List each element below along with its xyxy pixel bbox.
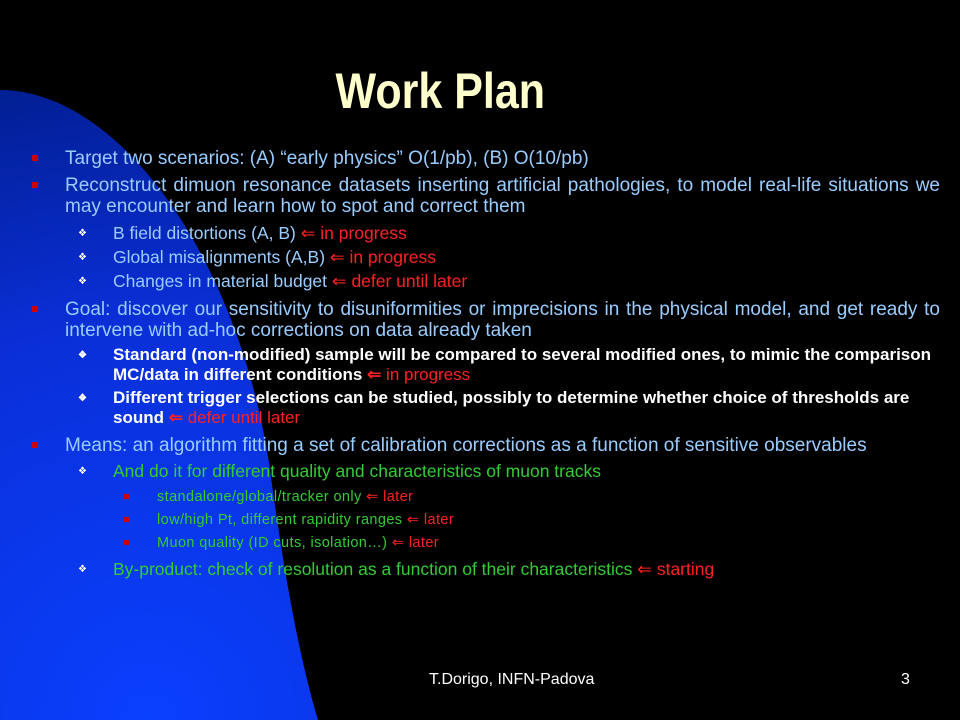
bullet-text: Target two scenarios: (A) “early physics” O(1/pb), (B) O(10/pb): [65, 148, 589, 169]
sub-sub-bullet-text: standalone/global/tracker only: [157, 489, 367, 505]
square-bullet-icon: [32, 442, 38, 448]
arrow-icon: ⇐: [331, 271, 347, 291]
bullet-text: Means: an algorithm fitting a set of calibration corrections as a function of sensitive observables: [65, 435, 867, 456]
sub-sub-bullet-text: Muon quality (ID cuts, isolation…): [157, 535, 392, 551]
small-square-bullet-icon: [124, 517, 129, 522]
bullet-target-scenarios: [30, 148, 940, 169]
arrow-icon: ⇐: [367, 365, 382, 384]
status-label: starting: [656, 559, 715, 579]
status-label: later: [383, 489, 414, 505]
small-square-bullet-icon: [124, 540, 129, 545]
bullet-reconstruct: [30, 175, 940, 217]
square-bullet-icon: [32, 155, 38, 161]
status-label: in progress: [349, 247, 437, 267]
status-label: defer until later: [187, 408, 301, 427]
small-square-bullet-icon: [124, 494, 129, 499]
diamond-bullet-icon: ❖: [78, 350, 87, 361]
arrow-icon: ⇐: [300, 223, 316, 243]
arrow-icon: ⇐: [406, 512, 420, 528]
slide-title: Work Plan: [335, 63, 546, 119]
sub-bullet-trigger: [30, 388, 940, 428]
diamond-bullet-icon: ❖: [78, 228, 87, 239]
diamond-bullet-icon: ❖: [78, 564, 87, 575]
diamond-bullet-icon: ❖: [78, 393, 87, 404]
sub-bullet-text: By-product: check of resolution as a function of their characteristics: [113, 559, 638, 579]
sub-sub-bullet-quality: [30, 534, 940, 552]
sub-sub-bullet-standalone: [30, 488, 940, 506]
sub-bullet-misalignments: [30, 247, 940, 268]
footer-page-number: 3: [901, 671, 910, 688]
slide-content: [30, 148, 940, 583]
sub-bullet-standard-sample: [30, 345, 940, 385]
status-label: in progress: [320, 223, 407, 243]
sub-bullet-material: [30, 271, 940, 292]
sub-sub-bullet-text: low/high Pt, different rapidity ranges: [157, 512, 407, 528]
status-label: later: [408, 535, 440, 551]
diamond-bullet-icon: ❖: [78, 276, 87, 287]
arrow-icon: ⇐: [329, 247, 345, 267]
footer-author: T.Dorigo, INFN-Padova: [429, 671, 595, 688]
bullet-text: Reconstruct dimuon resonance datasets inserting artificial pathologies, to model real-life situations we may encounter and learn how to spot and correct them: [65, 175, 940, 217]
square-bullet-icon: [32, 182, 38, 188]
bullet-means: [30, 435, 940, 456]
bullet-goal: [30, 299, 940, 341]
sub-bullet-text: B field distortions (A, B): [113, 223, 301, 243]
sub-bullet-muon-tracks: [30, 461, 940, 482]
sub-bullet-text: Changes in material budget: [113, 271, 332, 291]
sub-bullet-bfield: [30, 223, 940, 244]
sub-bullet-byproduct: [30, 559, 940, 580]
arrow-icon: ⇐: [637, 559, 652, 579]
bullet-text: Goal: discover our sensitivity to disuniformities or imprecisions in the physical model, and get ready to intervene with ad-hoc corrections on data already taken: [65, 299, 940, 341]
sub-sub-bullet-pt: [30, 511, 940, 529]
square-bullet-icon: [32, 306, 38, 312]
status-label: in progress: [386, 365, 471, 384]
arrow-icon: ⇐: [168, 408, 183, 427]
status-label: later: [423, 512, 455, 528]
sub-bullet-text: Different trigger selections can be studied, possibly to determine whether choice of thresholds are sound: [113, 388, 910, 427]
diamond-bullet-icon: ❖: [78, 252, 87, 263]
status-label: defer until later: [351, 271, 468, 291]
sub-bullet-text: And do it for different quality and characteristics of muon tracks: [113, 461, 601, 481]
sub-bullet-text: Standard (non-modified) sample will be compared to several modified ones, to mimic the comparison MC/data in different conditions: [113, 345, 932, 384]
arrow-icon: ⇐: [366, 489, 379, 505]
sub-bullet-text: Global misalignments (A,B): [113, 247, 330, 267]
diamond-bullet-icon: ❖: [78, 466, 87, 477]
arrow-icon: ⇐: [391, 535, 405, 551]
